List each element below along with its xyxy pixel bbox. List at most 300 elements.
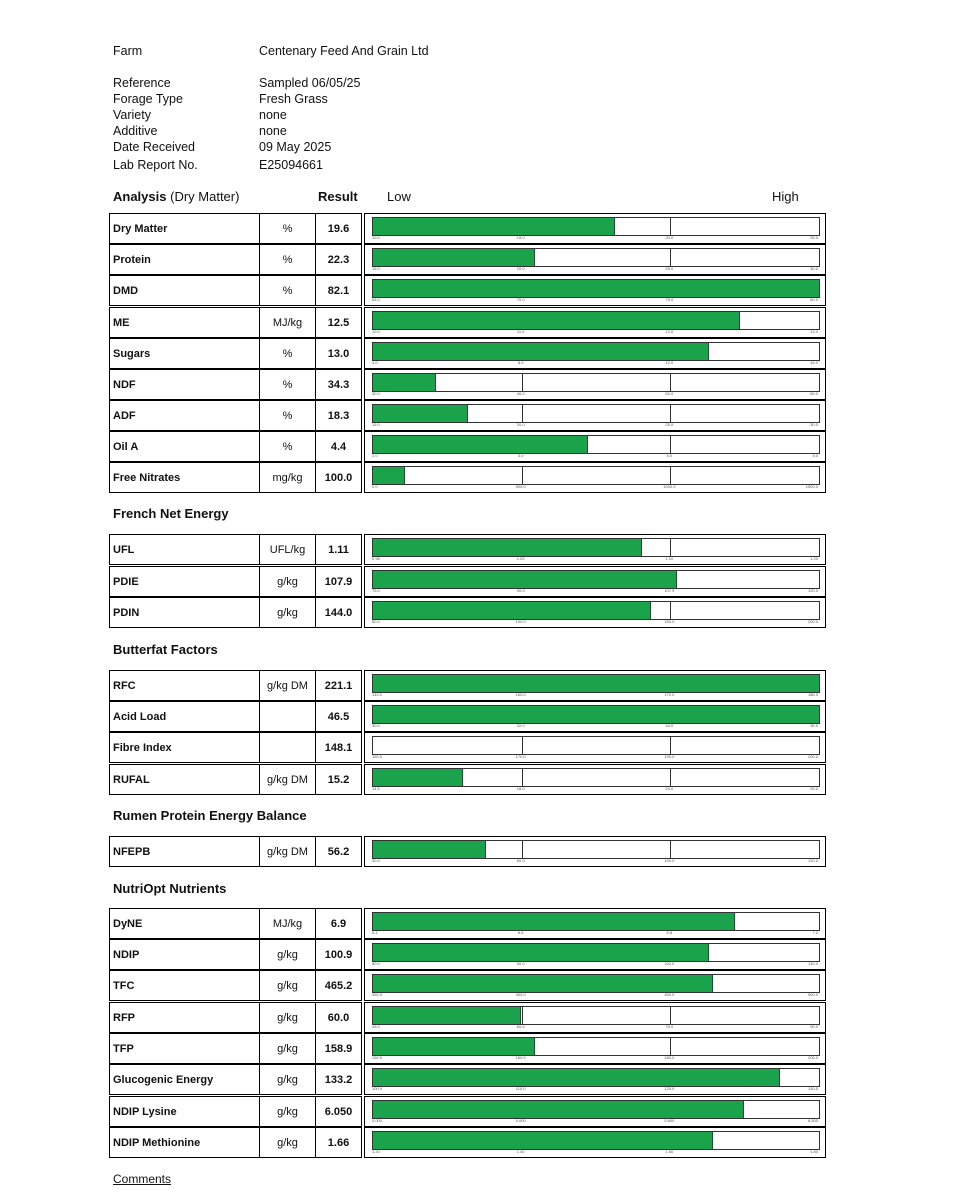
unit: g/kg bbox=[259, 1064, 316, 1095]
tick-label: 18.0 bbox=[516, 786, 525, 791]
parameter-name: TFP bbox=[109, 1033, 260, 1064]
result-value: 60.0 bbox=[315, 1002, 362, 1033]
gridline bbox=[670, 249, 671, 266]
tick-label: 15.0 bbox=[372, 266, 380, 271]
result-bar bbox=[373, 841, 486, 858]
result-value: 6.9 bbox=[315, 908, 362, 939]
tick-label: 120.0 bbox=[664, 1086, 675, 1091]
tick-label: 40.0 bbox=[516, 391, 525, 396]
tick-label: 6.6 bbox=[517, 930, 524, 935]
unit: % bbox=[259, 213, 316, 244]
tick-label: 65.0 bbox=[372, 297, 380, 302]
range-bar-cell bbox=[364, 908, 826, 939]
tick-label: 20.0 bbox=[516, 266, 525, 271]
table-row bbox=[109, 1033, 831, 1064]
tick-labels bbox=[372, 266, 818, 272]
section-title: Butterfat Factors bbox=[113, 642, 218, 657]
tick-labels bbox=[372, 588, 818, 594]
range-bar-cell bbox=[364, 732, 826, 763]
parameter-name: Fibre Index bbox=[109, 732, 260, 763]
tick-label: 160.0 bbox=[515, 1055, 526, 1060]
tick-label: 90.0 bbox=[516, 588, 525, 593]
tick-label: 400.0 bbox=[515, 992, 526, 997]
unit: mg/kg bbox=[259, 462, 316, 493]
unit: g/kg DM bbox=[259, 764, 316, 795]
tick-labels bbox=[372, 453, 818, 459]
parameter-name: PDIN bbox=[109, 597, 260, 628]
range-bar-cell bbox=[364, 970, 826, 1001]
tick-label: 5.0 bbox=[812, 453, 818, 458]
tick-label: 50.0 bbox=[372, 619, 380, 624]
parameter-name: Glucogenic Energy bbox=[109, 1064, 260, 1095]
table-row bbox=[109, 1096, 831, 1127]
tick-label: 15.0 bbox=[516, 235, 525, 240]
range-track bbox=[372, 974, 820, 993]
tick-labels bbox=[372, 235, 818, 241]
unit: MJ/kg bbox=[259, 908, 316, 939]
gridline bbox=[670, 436, 671, 453]
result-value: 4.4 bbox=[315, 431, 362, 462]
result-column-header: Result bbox=[318, 189, 358, 204]
result-bar bbox=[373, 436, 588, 453]
range-track bbox=[372, 570, 820, 589]
tick-label: 1.80 bbox=[810, 1149, 818, 1154]
tick-label: 120.0 bbox=[807, 588, 818, 593]
header-value: E25094661 bbox=[259, 158, 323, 172]
range-track bbox=[372, 1037, 820, 1056]
result-bar bbox=[373, 769, 463, 786]
parameter-name: Oil A bbox=[109, 431, 260, 462]
range-bar-cell bbox=[364, 400, 826, 431]
tick-label: 80.0 bbox=[372, 961, 380, 966]
tick-label: 2.0 bbox=[372, 453, 378, 458]
high-label: High bbox=[772, 189, 799, 204]
table-row bbox=[109, 307, 831, 338]
unit: UFL/kg bbox=[259, 534, 316, 565]
tick-label: 50.0 bbox=[665, 391, 674, 396]
tick-labels bbox=[372, 961, 818, 967]
table-row bbox=[109, 275, 831, 306]
tick-labels bbox=[372, 992, 818, 998]
range-bar-cell bbox=[364, 1064, 826, 1095]
gridline bbox=[670, 218, 671, 235]
tick-label: 1.20 bbox=[372, 1149, 380, 1154]
tick-label: 160.0 bbox=[515, 692, 526, 697]
table-row bbox=[109, 431, 831, 462]
tick-label: 450.0 bbox=[664, 992, 675, 997]
result-bar bbox=[373, 975, 713, 992]
gridline bbox=[522, 841, 523, 858]
table-row bbox=[109, 836, 831, 867]
result-bar bbox=[373, 1101, 744, 1118]
tick-label: 10.0 bbox=[372, 329, 380, 334]
unit: % bbox=[259, 275, 316, 306]
tick-label: 180.0 bbox=[664, 1055, 675, 1060]
table-row bbox=[109, 213, 831, 244]
result-bar bbox=[373, 706, 820, 723]
result-bar bbox=[373, 312, 740, 329]
range-bar-cell bbox=[364, 534, 826, 565]
tick-labels bbox=[372, 1055, 818, 1061]
range-track bbox=[372, 217, 820, 236]
header-label: Lab Report No. bbox=[113, 158, 198, 172]
tick-label: 150.0 bbox=[372, 1055, 383, 1060]
parameter-name: DyNE bbox=[109, 908, 260, 939]
table-row bbox=[109, 244, 831, 275]
parameter-name: Free Nitrates bbox=[109, 462, 260, 493]
tick-labels bbox=[372, 754, 818, 760]
table-row bbox=[109, 1127, 831, 1158]
parameter-name: Sugars bbox=[109, 338, 260, 369]
tick-labels bbox=[372, 391, 818, 397]
parameter-name: PDIE bbox=[109, 566, 260, 597]
tick-label: 6.500 bbox=[807, 1118, 818, 1123]
tick-label: 180.0 bbox=[807, 692, 818, 697]
result-value: 18.3 bbox=[315, 400, 362, 431]
comments-link[interactable]: Comments bbox=[113, 1172, 172, 1186]
range-track bbox=[372, 404, 820, 423]
parameter-name: RFP bbox=[109, 1002, 260, 1033]
unit: % bbox=[259, 244, 316, 275]
range-track bbox=[372, 1131, 820, 1150]
result-bar bbox=[373, 675, 820, 692]
header-label: Date Received bbox=[113, 140, 195, 154]
unit: g/kg bbox=[259, 1096, 316, 1127]
tick-label: 12.0 bbox=[665, 329, 674, 334]
tick-label: 3.0 bbox=[517, 453, 524, 458]
table-row bbox=[109, 908, 831, 939]
range-track bbox=[372, 912, 820, 931]
tick-label: 15.0 bbox=[372, 422, 380, 427]
tick-label: 6.8 bbox=[666, 930, 673, 935]
unit bbox=[259, 732, 316, 763]
table-row bbox=[109, 732, 831, 763]
result-value: 1.11 bbox=[315, 534, 362, 565]
analysis-heading: Analysis (Dry Matter) bbox=[113, 189, 240, 204]
range-bar-cell bbox=[364, 275, 826, 306]
tick-label: 1.60 bbox=[665, 1149, 674, 1154]
result-value: 158.9 bbox=[315, 1033, 362, 1064]
tick-labels bbox=[372, 297, 818, 303]
range-bar-cell bbox=[364, 369, 826, 400]
gridline bbox=[670, 602, 671, 619]
range-bar-cell bbox=[364, 244, 826, 275]
unit: % bbox=[259, 369, 316, 400]
tick-labels bbox=[372, 930, 818, 936]
result-value: 13.0 bbox=[315, 338, 362, 369]
result-bar bbox=[373, 1069, 780, 1086]
header-label: Additive bbox=[113, 124, 158, 138]
result-value: 100.9 bbox=[315, 939, 362, 970]
result-bar bbox=[373, 944, 709, 961]
tick-label: 20.0 bbox=[516, 422, 525, 427]
header-label: Reference bbox=[113, 76, 171, 90]
tick-label: 5.000 bbox=[515, 1118, 526, 1123]
tick-labels bbox=[372, 556, 818, 562]
range-bar-cell bbox=[364, 213, 826, 244]
range-track bbox=[372, 435, 820, 454]
gridline bbox=[670, 467, 671, 484]
tick-label: 30.0 bbox=[372, 391, 380, 396]
range-track bbox=[372, 311, 820, 330]
tick-label: 30.0 bbox=[372, 858, 380, 863]
tick-label: 60.0 bbox=[810, 391, 818, 396]
unit: g/kg bbox=[259, 1127, 316, 1158]
result-bar bbox=[373, 571, 677, 588]
tick-label: 13.0 bbox=[810, 329, 818, 334]
range-bar-cell bbox=[364, 670, 826, 701]
section-title: French Net Energy bbox=[113, 506, 229, 521]
range-track bbox=[372, 601, 820, 620]
tick-labels bbox=[372, 619, 818, 625]
tick-label: 110.0 bbox=[808, 961, 818, 966]
header-value: none bbox=[259, 124, 287, 138]
result-value: 144.0 bbox=[315, 597, 362, 628]
result-value: 19.6 bbox=[315, 213, 362, 244]
header-value: none bbox=[259, 108, 287, 122]
tick-label: 200.0 bbox=[807, 619, 818, 624]
gridline bbox=[522, 467, 523, 484]
result-bar bbox=[373, 1038, 535, 1055]
range-track bbox=[372, 768, 820, 787]
range-bar-cell bbox=[364, 338, 826, 369]
unit: % bbox=[259, 338, 316, 369]
tick-label: 1500.0 bbox=[805, 484, 818, 489]
tick-labels bbox=[372, 1024, 818, 1030]
tick-label: 1.20 bbox=[810, 556, 818, 561]
gridline bbox=[670, 737, 671, 754]
tick-label: 100.0 bbox=[664, 961, 675, 966]
tick-label: 30.0 bbox=[810, 422, 818, 427]
result-bar bbox=[373, 1007, 521, 1024]
header-label: Forage Type bbox=[113, 92, 183, 106]
result-value: 82.1 bbox=[315, 275, 362, 306]
table-row bbox=[109, 701, 831, 732]
parameter-name: NDIP Methionine bbox=[109, 1127, 260, 1158]
tick-label: 200.0 bbox=[807, 754, 818, 759]
tick-label: 110.0 bbox=[515, 1086, 526, 1091]
tick-label: 70.0 bbox=[516, 297, 525, 302]
header-value: 09 May 2025 bbox=[259, 140, 332, 154]
range-bar-cell bbox=[364, 701, 826, 732]
tick-label: 60.0 bbox=[516, 1024, 525, 1029]
table-row bbox=[109, 939, 831, 970]
table-row bbox=[109, 670, 831, 701]
tick-label: 4.0 bbox=[666, 453, 673, 458]
tick-label: 30.0 bbox=[810, 266, 818, 271]
gridline bbox=[522, 769, 523, 786]
tick-label: 80.0 bbox=[810, 297, 818, 302]
parameter-name: ME bbox=[109, 307, 260, 338]
range-bar-cell bbox=[364, 764, 826, 795]
header-label: Variety bbox=[113, 108, 151, 122]
tick-label: 11.0 bbox=[516, 329, 525, 334]
range-track bbox=[372, 705, 820, 724]
parameter-name: RFC bbox=[109, 670, 260, 701]
gridline bbox=[670, 405, 671, 422]
unit: g/kg DM bbox=[259, 670, 316, 701]
tick-labels bbox=[372, 1118, 818, 1124]
result-value: 465.2 bbox=[315, 970, 362, 1001]
tick-label: 7.0 bbox=[812, 930, 818, 935]
result-value: 6.050 bbox=[315, 1096, 362, 1127]
result-bar bbox=[373, 405, 468, 422]
result-bar bbox=[373, 343, 709, 360]
tick-label: 170.0 bbox=[515, 754, 526, 759]
range-track bbox=[372, 1068, 820, 1087]
result-bar bbox=[373, 1132, 713, 1149]
unit: g/kg bbox=[259, 970, 316, 1001]
tick-label: 1.02 bbox=[516, 556, 525, 561]
tick-label: 0.98 bbox=[372, 556, 380, 561]
tick-labels bbox=[372, 329, 818, 335]
tick-label: 25.0 bbox=[810, 235, 818, 240]
tick-label: 130.0 bbox=[807, 1086, 818, 1091]
unit: g/kg DM bbox=[259, 836, 316, 867]
table-row bbox=[109, 1064, 831, 1095]
tick-label: 4.000 bbox=[372, 1118, 383, 1123]
tick-label: 150.0 bbox=[372, 754, 383, 759]
tick-label: 30.0 bbox=[372, 723, 380, 728]
parameter-name: NFEPB bbox=[109, 836, 260, 867]
range-bar-cell bbox=[364, 836, 826, 867]
gridline bbox=[670, 374, 671, 391]
tick-label: 34.0 bbox=[665, 723, 674, 728]
gridline bbox=[670, 769, 671, 786]
range-track bbox=[372, 538, 820, 557]
gridline bbox=[670, 1038, 671, 1055]
range-bar-cell bbox=[364, 1033, 826, 1064]
parameter-name: NDF bbox=[109, 369, 260, 400]
tick-label: 36.0 bbox=[810, 723, 818, 728]
range-track bbox=[372, 279, 820, 298]
tick-label: 170.0 bbox=[664, 692, 675, 697]
tick-label: 200.0 bbox=[807, 1055, 818, 1060]
range-bar-cell bbox=[364, 939, 826, 970]
range-bar-cell bbox=[364, 1002, 826, 1033]
unit: g/kg bbox=[259, 1033, 316, 1064]
range-track bbox=[372, 342, 820, 361]
tick-label: 5.800 bbox=[664, 1118, 675, 1123]
range-bar-cell bbox=[364, 462, 826, 493]
range-track bbox=[372, 736, 820, 755]
table-row bbox=[109, 970, 831, 1001]
tick-labels bbox=[372, 484, 818, 490]
result-bar bbox=[373, 249, 535, 266]
parameter-name: UFL bbox=[109, 534, 260, 565]
tick-label: 14.0 bbox=[372, 786, 380, 791]
tick-labels bbox=[372, 786, 818, 792]
low-label: Low bbox=[387, 189, 411, 204]
unit: % bbox=[259, 400, 316, 431]
range-bar-cell bbox=[364, 566, 826, 597]
table-row bbox=[109, 566, 831, 597]
tick-labels bbox=[372, 360, 818, 366]
result-value: 107.9 bbox=[315, 566, 362, 597]
tick-label: 350.0 bbox=[372, 992, 383, 997]
tick-labels bbox=[372, 1149, 818, 1155]
parameter-name: Protein bbox=[109, 244, 260, 275]
tick-label: 100.0 bbox=[372, 1086, 383, 1091]
tick-label: 150.0 bbox=[664, 619, 675, 624]
range-bar-cell bbox=[364, 597, 826, 628]
result-value: 221.1 bbox=[315, 670, 362, 701]
tick-label: 45.0 bbox=[372, 1024, 380, 1029]
unit: g/kg bbox=[259, 566, 316, 597]
tick-label: 107.9 bbox=[664, 588, 675, 593]
section-title: NutriOpt Nutrients bbox=[113, 881, 227, 896]
range-track bbox=[372, 674, 820, 693]
tick-label: 90.0 bbox=[516, 961, 525, 966]
section-title: Rumen Protein Energy Balance bbox=[113, 808, 307, 823]
tick-label: 25.0 bbox=[665, 422, 674, 427]
range-track bbox=[372, 248, 820, 267]
tick-label: 190.0 bbox=[664, 754, 675, 759]
tick-label: 12.0 bbox=[665, 360, 674, 365]
unit: g/kg bbox=[259, 1002, 316, 1033]
table-row bbox=[109, 338, 831, 369]
parameter-name: DMD bbox=[109, 275, 260, 306]
tick-label: 0.0 bbox=[372, 484, 378, 489]
parameter-name: RUFAL bbox=[109, 764, 260, 795]
parameter-name: ADF bbox=[109, 400, 260, 431]
gridline bbox=[670, 539, 671, 556]
result-value: 12.5 bbox=[315, 307, 362, 338]
result-value: 22.3 bbox=[315, 244, 362, 275]
tick-label: 10.0 bbox=[372, 235, 380, 240]
range-track bbox=[372, 1100, 820, 1119]
table-row bbox=[109, 400, 831, 431]
range-track bbox=[372, 1006, 820, 1025]
tick-label: 500.0 bbox=[807, 992, 818, 997]
range-bar-cell bbox=[364, 1127, 826, 1158]
unit bbox=[259, 701, 316, 732]
range-bar-cell bbox=[364, 431, 826, 462]
table-row bbox=[109, 534, 831, 565]
result-bar bbox=[373, 602, 651, 619]
unit: g/kg bbox=[259, 597, 316, 628]
tick-label: 20.0 bbox=[665, 235, 674, 240]
range-track bbox=[372, 840, 820, 859]
result-value: 56.2 bbox=[315, 836, 362, 867]
range-track bbox=[372, 466, 820, 485]
table-row bbox=[109, 597, 831, 628]
result-bar bbox=[373, 218, 615, 235]
tick-label: 60.0 bbox=[516, 858, 525, 863]
tick-label: 16.0 bbox=[810, 360, 818, 365]
table-row bbox=[109, 369, 831, 400]
tick-label: 120.0 bbox=[807, 858, 818, 863]
header-label: Farm bbox=[113, 44, 143, 58]
range-bar-cell bbox=[364, 1096, 826, 1127]
tick-label: 6.4 bbox=[372, 930, 378, 935]
range-bar-cell bbox=[364, 307, 826, 338]
tick-label: 20.0 bbox=[665, 786, 674, 791]
tick-label: 32.0 bbox=[516, 723, 525, 728]
tick-label: 8.0 bbox=[517, 360, 524, 365]
parameter-name: Acid Load bbox=[109, 701, 260, 732]
tick-label: 100.0 bbox=[664, 858, 675, 863]
tick-label: 90.0 bbox=[810, 1024, 818, 1029]
result-value: 34.3 bbox=[315, 369, 362, 400]
table-row bbox=[109, 764, 831, 795]
gridline bbox=[522, 405, 523, 422]
header-value: Centenary Feed And Grain Ltd bbox=[259, 44, 429, 58]
result-value: 148.1 bbox=[315, 732, 362, 763]
gridline bbox=[522, 374, 523, 391]
result-value: 46.5 bbox=[315, 701, 362, 732]
parameter-name: TFC bbox=[109, 970, 260, 1001]
